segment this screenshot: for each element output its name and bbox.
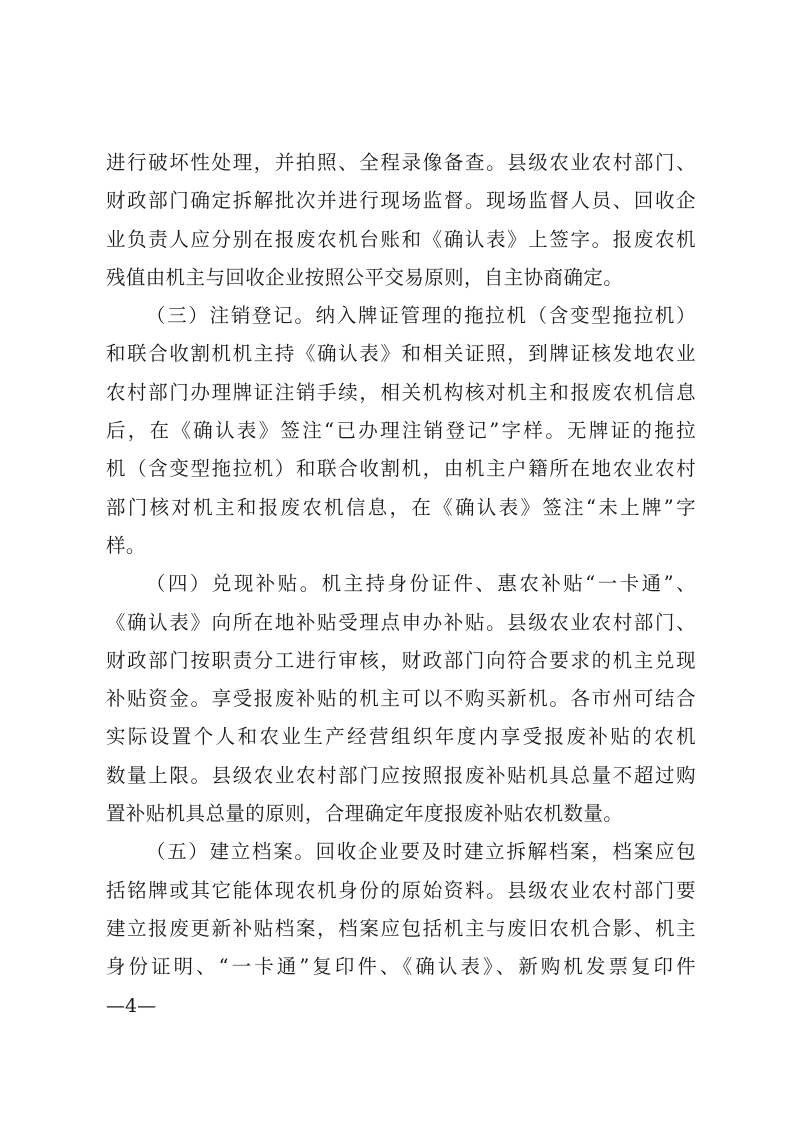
text-line: 和联合收割机机主持《确认表》和相关证照，到牌证核发地农业 <box>106 342 696 366</box>
text-line: 业负责人应分别在报废农机台账和《确认表》上签字。报废农机 <box>106 227 696 251</box>
text-line: 数量上限。县级农业农村部门应按照报废补贴机具总量不超过购 <box>106 763 696 787</box>
text-line: 括铭牌或其它能体现农机身份的原始资料。县级农业农村部门要 <box>106 878 696 902</box>
text-line: 部门核对机主和报废农机信息，在《确认表》签注“未上牌”字 <box>106 495 696 519</box>
text-line: 置补贴机具总量的原则，合理确定年度报废补贴农机数量。 <box>106 802 624 826</box>
text-line: 后，在《确认表》签注“已办理注销登记”字样。无牌证的拖拉 <box>106 419 696 443</box>
text-line: 补贴资金。享受报废补贴的机主可以不购买新机。各市州可结合 <box>106 687 696 711</box>
text-line: （四）兑现补贴。机主持身份证件、惠农补贴“一卡通”、 <box>146 572 696 596</box>
text-line: 建立报废更新补贴档案，档案应包括机主与废旧农机合影、机主 <box>106 916 696 940</box>
text-line: 财政部门确定拆解批次并进行现场监督。现场监督人员、回收企 <box>106 189 696 213</box>
text-line: 机（含变型拖拉机）和联合收割机，由机主户籍所在地农业农村 <box>106 457 696 481</box>
text-line: 样。 <box>106 533 146 557</box>
text-line: 实际设置个人和农业生产经营组织年度内享受报废补贴的农机 <box>106 725 696 749</box>
document-body <box>106 144 696 987</box>
text-line: 财政部门按职责分工进行审核，财政部门向符合要求的机主兑现 <box>106 648 696 672</box>
text-line: 身份证明、“一卡通”复印件、《确认表》、新购机发票复印件 <box>106 955 696 979</box>
text-line: 《确认表》向所在地补贴受理点申办补贴。县级农业农村部门、 <box>106 610 696 634</box>
text-line: 残值由机主与回收企业按照公平交易原则，自主协商确定。 <box>106 265 624 289</box>
text-line: （五）建立档案。回收企业要及时建立拆解档案，档案应包 <box>146 840 696 864</box>
text-line: 进行破坏性处理，并拍照、全程录像备查。县级农业农村部门、 <box>106 151 696 174</box>
text-line: （三）注销登记。纳入牌证管理的拖拉机（含变型拖拉机） <box>146 304 696 328</box>
page-number: —4— <box>106 995 157 1017</box>
text-line: 农村部门办理牌证注销手续，相关机构核对机主和报废农机信息 <box>106 380 696 404</box>
